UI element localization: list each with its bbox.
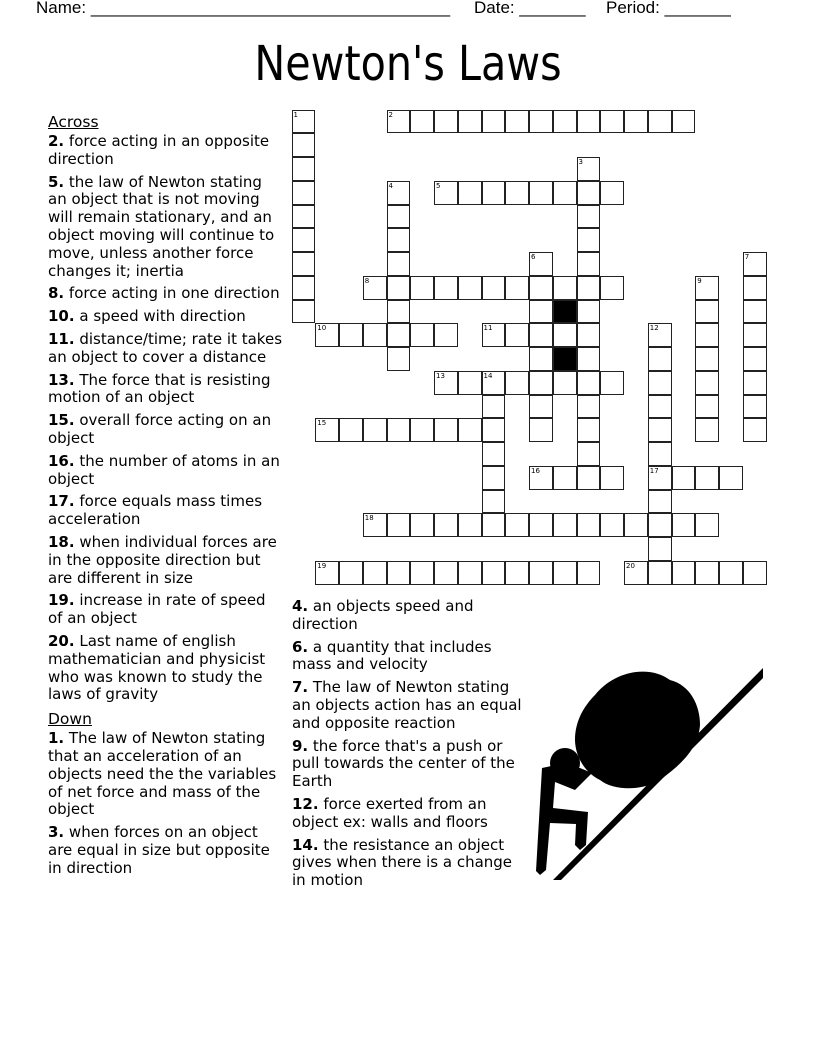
crossword-cell[interactable] [505, 561, 529, 585]
clue-number: 12. [292, 794, 319, 813]
clue-item [48, 308, 284, 326]
clue-text: the force that's a push or pull towards the center of the Earth [292, 736, 515, 791]
crossword-cell[interactable] [292, 110, 316, 134]
crossword-cell[interactable] [672, 561, 696, 585]
clue-number: 7. [292, 678, 309, 697]
clue-item [292, 738, 528, 791]
clue-number: 19. [48, 591, 75, 610]
sisyphus-boulder-illustration [520, 640, 780, 890]
crossword-cell[interactable] [529, 276, 553, 300]
crossword-cell[interactable] [695, 347, 719, 371]
crossword-cell[interactable] [387, 252, 411, 276]
clue-item [48, 285, 284, 303]
crossword-cell[interactable] [505, 110, 529, 134]
crossword-cell[interactable] [743, 276, 767, 300]
crossword-cell[interactable] [458, 276, 482, 300]
crossword-cell[interactable] [577, 205, 601, 229]
crossword-cell[interactable] [387, 323, 411, 347]
crossword-cell[interactable] [577, 466, 601, 490]
crossword-cell[interactable] [695, 466, 719, 490]
crossword-cell[interactable] [624, 513, 648, 537]
cell-number: 17 [649, 466, 659, 475]
crossword-cell[interactable] [482, 513, 506, 537]
crossword-cell[interactable] [529, 466, 553, 490]
crossword-cell[interactable] [529, 347, 553, 371]
period-blank[interactable]: _______ [664, 0, 731, 17]
date-blank[interactable]: _______ [519, 0, 586, 17]
crossword-cell[interactable] [672, 466, 696, 490]
crossword-cell[interactable] [672, 513, 696, 537]
crossword-cell[interactable] [434, 371, 458, 395]
crossword-cell[interactable] [719, 561, 743, 585]
clues-right-column [292, 598, 528, 895]
crossword-cell[interactable] [743, 561, 767, 585]
crossword-cell[interactable] [648, 561, 672, 585]
clue-text: a speed with direction [79, 307, 246, 326]
cell-number: 18 [364, 514, 374, 523]
clue-text: The law of Newton stating an objects action has an equal and opposite reaction [292, 678, 522, 732]
crossword-cell[interactable] [363, 276, 387, 300]
clue-item [48, 133, 284, 169]
crossword-cell[interactable] [529, 513, 553, 537]
crossword-cell[interactable] [743, 371, 767, 395]
crossword-cell[interactable] [434, 513, 458, 537]
clue-number: 8. [48, 284, 65, 303]
crossword-cell[interactable] [577, 513, 601, 537]
crossword-cell[interactable] [577, 442, 601, 466]
crossword-cell[interactable] [363, 323, 387, 347]
across-clue-list [48, 133, 284, 704]
crossword-cell[interactable] [648, 371, 672, 395]
crossword-cell[interactable] [648, 490, 672, 514]
crossword-cell[interactable] [434, 110, 458, 134]
crossword-cell[interactable] [387, 181, 411, 205]
cell-number: 11 [483, 324, 493, 333]
clue-item [48, 824, 284, 877]
clue-text: Last name of english mathematician and physicist who was known to study the laws of gravity [48, 631, 266, 704]
crossword-cell[interactable] [482, 466, 506, 490]
crossword-cell[interactable] [505, 323, 529, 347]
crossword-cell[interactable] [458, 418, 482, 442]
crossword-cell[interactable] [648, 418, 672, 442]
crossword-cell[interactable] [624, 561, 648, 585]
clue-item [292, 598, 528, 634]
clue-item [48, 730, 284, 819]
crossword-cell[interactable] [387, 300, 411, 324]
boulder-shape [575, 672, 700, 789]
crossword-cell[interactable] [600, 110, 624, 134]
crossword-cell[interactable] [363, 418, 387, 442]
cell-number: 14 [483, 371, 493, 380]
crossword-cell[interactable] [743, 252, 767, 276]
crossword-cell[interactable] [648, 323, 672, 347]
crossword-cell[interactable] [529, 300, 553, 324]
period-field[interactable] [606, 0, 731, 18]
crossword-cell[interactable] [292, 157, 316, 181]
page-title: Newton's Laws [254, 36, 562, 92]
down-heading: Down [48, 710, 92, 729]
crossword-cell[interactable] [577, 181, 601, 205]
crossword-cell[interactable] [743, 323, 767, 347]
crossword-cell[interactable] [648, 466, 672, 490]
crossword-cell[interactable] [482, 561, 506, 585]
crossword-cell[interactable] [482, 490, 506, 514]
crossword-cell[interactable] [577, 157, 601, 181]
crossword-cell[interactable] [719, 466, 743, 490]
clue-text: force acting in one direction [68, 284, 280, 303]
crossword-cell[interactable] [529, 418, 553, 442]
crossword-cell[interactable] [292, 300, 316, 324]
crossword-cell[interactable] [292, 276, 316, 300]
crossword-cell[interactable] [648, 395, 672, 419]
crossword-cell[interactable] [410, 561, 434, 585]
crossword-cell[interactable] [363, 513, 387, 537]
crossword-cell[interactable] [434, 276, 458, 300]
crossword-cell[interactable] [292, 181, 316, 205]
clue-number: 5. [48, 172, 65, 191]
crossword-cell[interactable] [553, 181, 577, 205]
crossword-cell[interactable] [482, 110, 506, 134]
clue-text: when individual forces are in the opposite direction but are different in size [48, 532, 277, 587]
clue-text: the resistance an object gives when there is a change in motion [292, 835, 513, 890]
crossword-cell[interactable] [410, 276, 434, 300]
clue-item [48, 534, 284, 587]
cell-number: 5 [436, 181, 441, 190]
clue-item [292, 639, 528, 675]
cell-number: 15 [317, 419, 327, 428]
crossword-cell[interactable] [695, 418, 719, 442]
crossword-cell[interactable] [600, 276, 624, 300]
crossword-cell[interactable] [600, 371, 624, 395]
clue-text: force equals mass times acceleration [48, 492, 263, 529]
clue-text: distance/time; rate it takes an object to cover a distance [48, 329, 283, 366]
crossword-cell[interactable] [577, 110, 601, 134]
crossword-cell[interactable] [482, 371, 506, 395]
crossword-cell[interactable] [529, 395, 553, 419]
cell-number: 1 [293, 110, 298, 119]
crossword-cell[interactable] [315, 561, 339, 585]
clue-number: 14. [292, 835, 319, 854]
crossword-cell[interactable] [577, 276, 601, 300]
crossword-cell[interactable] [743, 347, 767, 371]
crossword-cell[interactable] [339, 561, 363, 585]
crossword-cell[interactable] [600, 181, 624, 205]
clue-number: 4. [292, 597, 309, 615]
crossword-cell[interactable] [529, 181, 553, 205]
name-field[interactable] [36, 0, 450, 18]
cell-number: 12 [649, 324, 659, 333]
period-label: Period: [606, 0, 660, 17]
clue-text: force acting in an opposite direction [48, 132, 270, 168]
cell-number: 4 [388, 181, 393, 190]
crossword-cell[interactable] [529, 110, 553, 134]
crossword-cell[interactable] [577, 395, 601, 419]
clue-item [48, 633, 284, 704]
crossword-cell[interactable] [482, 323, 506, 347]
crossword-cell[interactable] [339, 323, 363, 347]
crossword-cell[interactable] [695, 276, 719, 300]
crossword-cell[interactable] [648, 110, 672, 134]
clue-item [292, 679, 528, 732]
crossword-cell[interactable] [387, 228, 411, 252]
crossword-cell[interactable] [339, 418, 363, 442]
clue-number: 17. [48, 492, 75, 511]
clue-text: The law of Newton stating that an acceleration of an objects need the the variables of net force and mass of the object [48, 729, 277, 819]
clue-text: force exerted from an object ex: walls and floors [292, 794, 488, 831]
crossword-cell[interactable] [743, 418, 767, 442]
crossword-cell[interactable] [529, 252, 553, 276]
crossword-cell[interactable] [410, 418, 434, 442]
crossword-cell[interactable] [410, 110, 434, 134]
crossword-cell[interactable] [695, 561, 719, 585]
crossword-cell[interactable] [600, 513, 624, 537]
clue-text: increase in rate of speed of an object [48, 591, 266, 628]
crossword-cell[interactable] [292, 133, 316, 157]
clue-text: The force that is resisting motion of an object [48, 370, 271, 407]
crossword-cell[interactable] [553, 110, 577, 134]
clue-number: 10. [48, 307, 75, 326]
crossword-cell[interactable] [387, 110, 411, 134]
figure-body [536, 765, 592, 875]
black-cell [553, 300, 577, 324]
cell-number: 16 [531, 466, 540, 475]
crossword-cell[interactable] [482, 181, 506, 205]
clue-item [48, 174, 284, 281]
crossword-cell[interactable] [482, 418, 506, 442]
clue-number: 2. [48, 132, 65, 150]
crossword-cell[interactable] [743, 395, 767, 419]
crossword-cell[interactable] [553, 371, 577, 395]
clue-number: 11. [48, 329, 75, 348]
crossword-cell[interactable] [387, 513, 411, 537]
crossword-cell[interactable] [315, 418, 339, 442]
crossword-cell[interactable] [577, 371, 601, 395]
down-clue-list [48, 730, 284, 877]
cell-number: 20 [626, 561, 635, 570]
down-clue-list-continued [292, 598, 528, 890]
clue-text: the number of atoms in an object [48, 451, 280, 488]
crossword-cell[interactable] [648, 537, 672, 561]
crossword-cell[interactable] [577, 252, 601, 276]
clue-text: the law of Newton stating an object that is not moving will remain stationary, and an object moving will continue to move, unless another force changes it; inertia [48, 172, 275, 280]
crossword-cell[interactable] [292, 252, 316, 276]
crossword-cell[interactable] [577, 228, 601, 252]
crossword-cell[interactable] [434, 323, 458, 347]
black-cell [553, 347, 577, 371]
crossword-cell[interactable] [363, 561, 387, 585]
clue-number: 3. [48, 823, 65, 842]
crossword-cell[interactable] [434, 418, 458, 442]
cell-number: 2 [388, 110, 393, 119]
date-field[interactable] [474, 0, 586, 18]
crossword-cell[interactable] [387, 561, 411, 585]
clue-number: 16. [48, 451, 75, 470]
crossword-cell[interactable] [482, 395, 506, 419]
crossword-cell[interactable] [672, 110, 696, 134]
crossword-cell[interactable] [387, 205, 411, 229]
crossword-cell[interactable] [553, 561, 577, 585]
cell-number: 10 [317, 324, 327, 333]
crossword-cell[interactable] [505, 276, 529, 300]
crossword-cell[interactable] [458, 561, 482, 585]
crossword-cell[interactable] [577, 347, 601, 371]
crossword-cell[interactable] [505, 371, 529, 395]
crossword-cell[interactable] [695, 513, 719, 537]
crossword-cell[interactable] [458, 371, 482, 395]
cell-number: 19 [317, 561, 327, 570]
clue-item [48, 453, 284, 489]
clue-item [48, 331, 284, 367]
name-blank[interactable]: ______________________________________ [90, 0, 451, 17]
crossword-cell[interactable] [577, 561, 601, 585]
crossword-cell[interactable] [505, 513, 529, 537]
name-label: Name: [36, 0, 87, 17]
clue-number: 6. [292, 637, 309, 656]
crossword-cell[interactable] [624, 110, 648, 134]
crossword-cell[interactable] [458, 110, 482, 134]
cell-number: 7 [744, 253, 750, 261]
crossword-cell[interactable] [458, 181, 482, 205]
crossword-cell[interactable] [553, 323, 577, 347]
clue-number: 20. [48, 631, 75, 650]
cell-number: 3 [578, 158, 583, 166]
clue-number: 18. [48, 532, 75, 551]
crossword-grid [292, 110, 772, 590]
crossword-cell[interactable] [553, 466, 577, 490]
clue-number: 15. [48, 411, 75, 430]
crossword-cell[interactable] [529, 323, 553, 347]
clue-item [48, 493, 284, 529]
crossword-cell[interactable] [315, 323, 339, 347]
clue-text: an objects speed and direction [292, 597, 474, 633]
crossword-cell[interactable] [292, 228, 316, 252]
crossword-cell[interactable] [529, 371, 553, 395]
across-heading: Across [48, 113, 99, 131]
crossword-cell[interactable] [577, 300, 601, 324]
clue-text: when forces on an object are equal in size but opposite in direction [48, 823, 270, 877]
crossword-cell[interactable] [505, 181, 529, 205]
crossword-cell[interactable] [434, 561, 458, 585]
clue-number: 1. [48, 729, 65, 748]
crossword-cell[interactable] [695, 371, 719, 395]
crossword-cell[interactable] [410, 513, 434, 537]
clue-number: 13. [48, 370, 75, 389]
clue-item [292, 796, 528, 832]
cell-number: 8 [364, 276, 370, 285]
cell-number: 9 [697, 276, 702, 285]
crossword-cell[interactable] [482, 276, 506, 300]
crossword-cell[interactable] [410, 323, 434, 347]
clue-item [48, 372, 284, 408]
crossword-cell[interactable] [648, 513, 672, 537]
crossword-cell[interactable] [387, 418, 411, 442]
crossword-cell[interactable] [553, 276, 577, 300]
cell-number: 13 [436, 371, 445, 380]
cell-number: 6 [531, 253, 536, 261]
crossword-cell[interactable] [577, 323, 601, 347]
crossword-cell[interactable] [695, 300, 719, 324]
clue-text: overall force acting on an object [48, 411, 272, 447]
clue-item [292, 837, 528, 890]
crossword-cell[interactable] [600, 466, 624, 490]
crossword-cell[interactable] [292, 205, 316, 229]
crossword-cell[interactable] [577, 418, 601, 442]
crossword-cell[interactable] [387, 276, 411, 300]
clue-item [48, 412, 284, 448]
crossword-cell[interactable] [434, 181, 458, 205]
crossword-cell[interactable] [458, 513, 482, 537]
crossword-cell[interactable] [695, 323, 719, 347]
crossword-cell[interactable] [695, 395, 719, 419]
crossword-cell[interactable] [529, 561, 553, 585]
crossword-cell[interactable] [482, 442, 506, 466]
crossword-cell[interactable] [743, 300, 767, 324]
clue-number: 9. [292, 736, 309, 755]
clues-left-column [48, 112, 284, 882]
crossword-cell[interactable] [648, 347, 672, 371]
clue-item [48, 592, 284, 628]
clue-text: a quantity that includes mass and velocity [292, 637, 492, 674]
date-label: Date: [474, 0, 515, 17]
crossword-cell[interactable] [648, 442, 672, 466]
crossword-cell[interactable] [553, 513, 577, 537]
crossword-cell[interactable] [387, 347, 411, 371]
